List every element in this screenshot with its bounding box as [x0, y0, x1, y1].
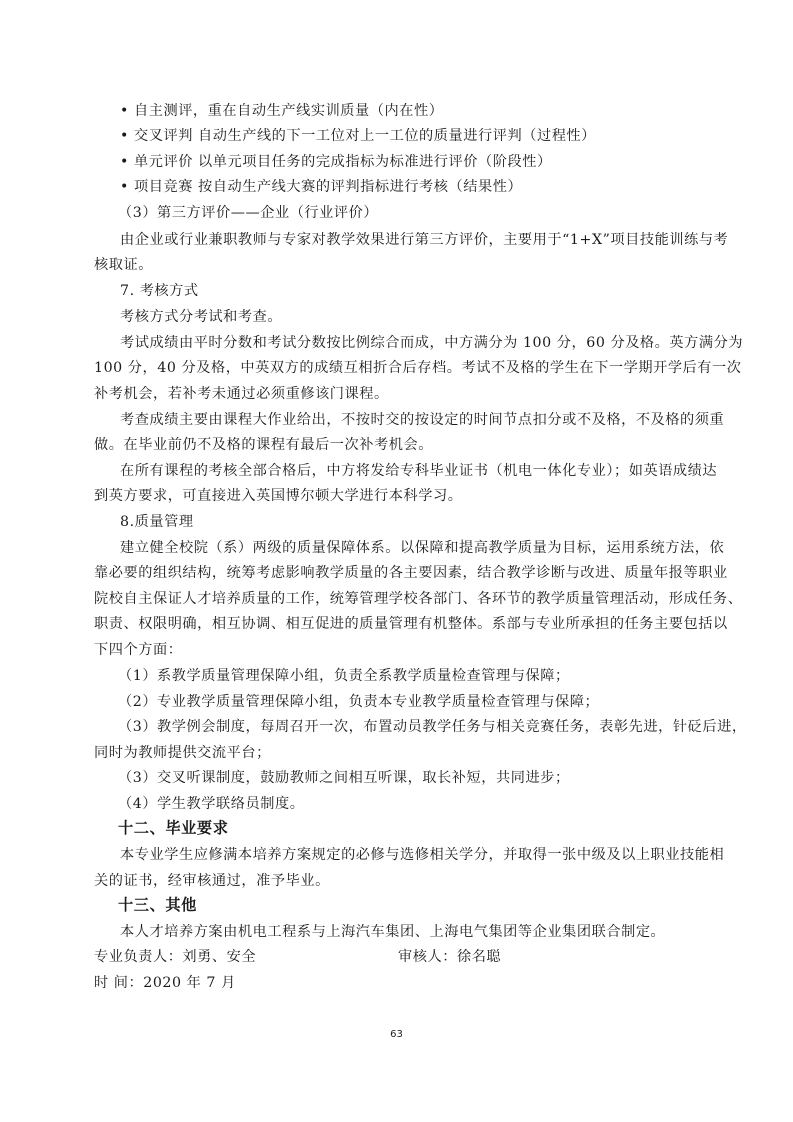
list-item: （4）学生教学联络员制度。: [118, 796, 305, 812]
paragraph-line: 职责、权限明确，相互协调、相互促进的质量管理有机整体。系部与专业所承担的任务主要包括以: [94, 616, 728, 632]
list-item: （2）专业教学质量管理保障小组，负责本专业教学质量检查管理与保障；: [118, 694, 600, 710]
bullet-self-evaluation: • 自主测评，重在自动生产线实训质量（内在性）: [120, 103, 444, 119]
section-heading-graduation: 十二、毕业要求: [118, 819, 229, 837]
paragraph-line: 做。在毕业前仍不及格的课程有最后一次补考机会。: [94, 437, 433, 453]
bullet-project-competition: • 项目竞赛 按自动生产线大赛的评判指标进行考核（结果性）: [120, 179, 523, 195]
section-heading-assessment: 7. 考核方式: [120, 283, 199, 299]
paragraph-line: 考核方式分考试和考查。: [120, 309, 283, 325]
page-number: 63: [390, 1029, 403, 1040]
paragraph-line: 考查成绩主要由课程大作业给出，不按时交的按设定的时间节点扣分或不及格，不及格的须重: [120, 412, 725, 428]
paragraph-line: 靠必要的组织结构，统筹考虑影响教学质量的各主要因素，结合教学诊断与改进、质量年报等职业: [94, 565, 728, 581]
program-leader: 专业负责人：刘勇、安全: [94, 949, 257, 965]
list-item: （3）交叉听课制度，鼓励教师之间相互听课，取长补短，共同进步；: [118, 770, 570, 786]
paragraph-line: 核取证。: [94, 257, 153, 273]
paragraph-line: 补考机会，若补考未通过必须重修该门课程。: [94, 386, 389, 402]
paragraph-line: 由企业或行业兼职教师与专家对教学效果进行第三方评价，主要用于“1+X”项目技能训练与考: [120, 232, 729, 248]
paragraph-line: 本人才培养方案由机电工程系与上海汽车集团、上海电气集团等企业集团联合制定。: [120, 924, 666, 940]
list-item-continued: 同时为教师提供交流平台；: [94, 745, 271, 761]
paragraph-line: 考试成绩由平时分数和考试分数按比例综合而成，中方满分为 100 分，60 分及格。英方满分为: [120, 335, 744, 351]
third-party-evaluation-heading: （3）第三方评价——企业（行业评价）: [118, 205, 379, 221]
paragraph-line: 到英方要求，可直接进入英国博尔顿大学进行本科学习。: [94, 488, 463, 504]
list-item: （1）系教学质量管理保障小组，负责全系教学质量检查管理与保障；: [118, 668, 570, 684]
section-heading-quality: 8.质量管理: [120, 514, 194, 530]
paragraph-line: 建立健全校院（系）两级的质量保障体系。以保障和提高教学质量为目标，运用系统方法，依: [120, 540, 725, 556]
paragraph-line: 100 分，40 分及格，中英双方的成绩互相折合后存档。考试不及格的学生在下一学期开学后有一次: [94, 360, 742, 376]
paragraph-line: 在所有课程的考核全部合格后，中方将发给专科毕业证书（机电一体化专业）；如英语成绩达: [120, 463, 718, 479]
paragraph-line: 关的证书，经审核通过，准予毕业。: [94, 873, 330, 889]
list-item: （3）教学例会制度，每周召开一次，布置动员教学任务与相关竞赛任务，表彰先进，针砭后进，: [118, 719, 747, 735]
date-line: 时 间：2020 年 7 月: [94, 975, 236, 991]
bullet-cross-evaluation: • 交叉评判 自动生产线的下一工位对上一工位的质量进行评判（过程性）: [120, 128, 596, 144]
bullet-unit-evaluation: • 单元评价 以单元项目任务的完成指标为标准进行评价（阶段性）: [120, 154, 552, 170]
paragraph-line: 下四个方面：: [94, 642, 183, 658]
reviewer: 审核人：徐名聪: [398, 949, 502, 965]
section-heading-other: 十三、其他: [118, 896, 197, 914]
paragraph-line: 本专业学生应修满本培养方案规定的必修与选修相关学分，并取得一张中级及以上职业技能相: [120, 847, 725, 863]
paragraph-line: 院校自主保证人才培养质量的工作，统筹管理学校各部门、各环节的教学质量管理活动，形成任务、: [94, 591, 743, 607]
